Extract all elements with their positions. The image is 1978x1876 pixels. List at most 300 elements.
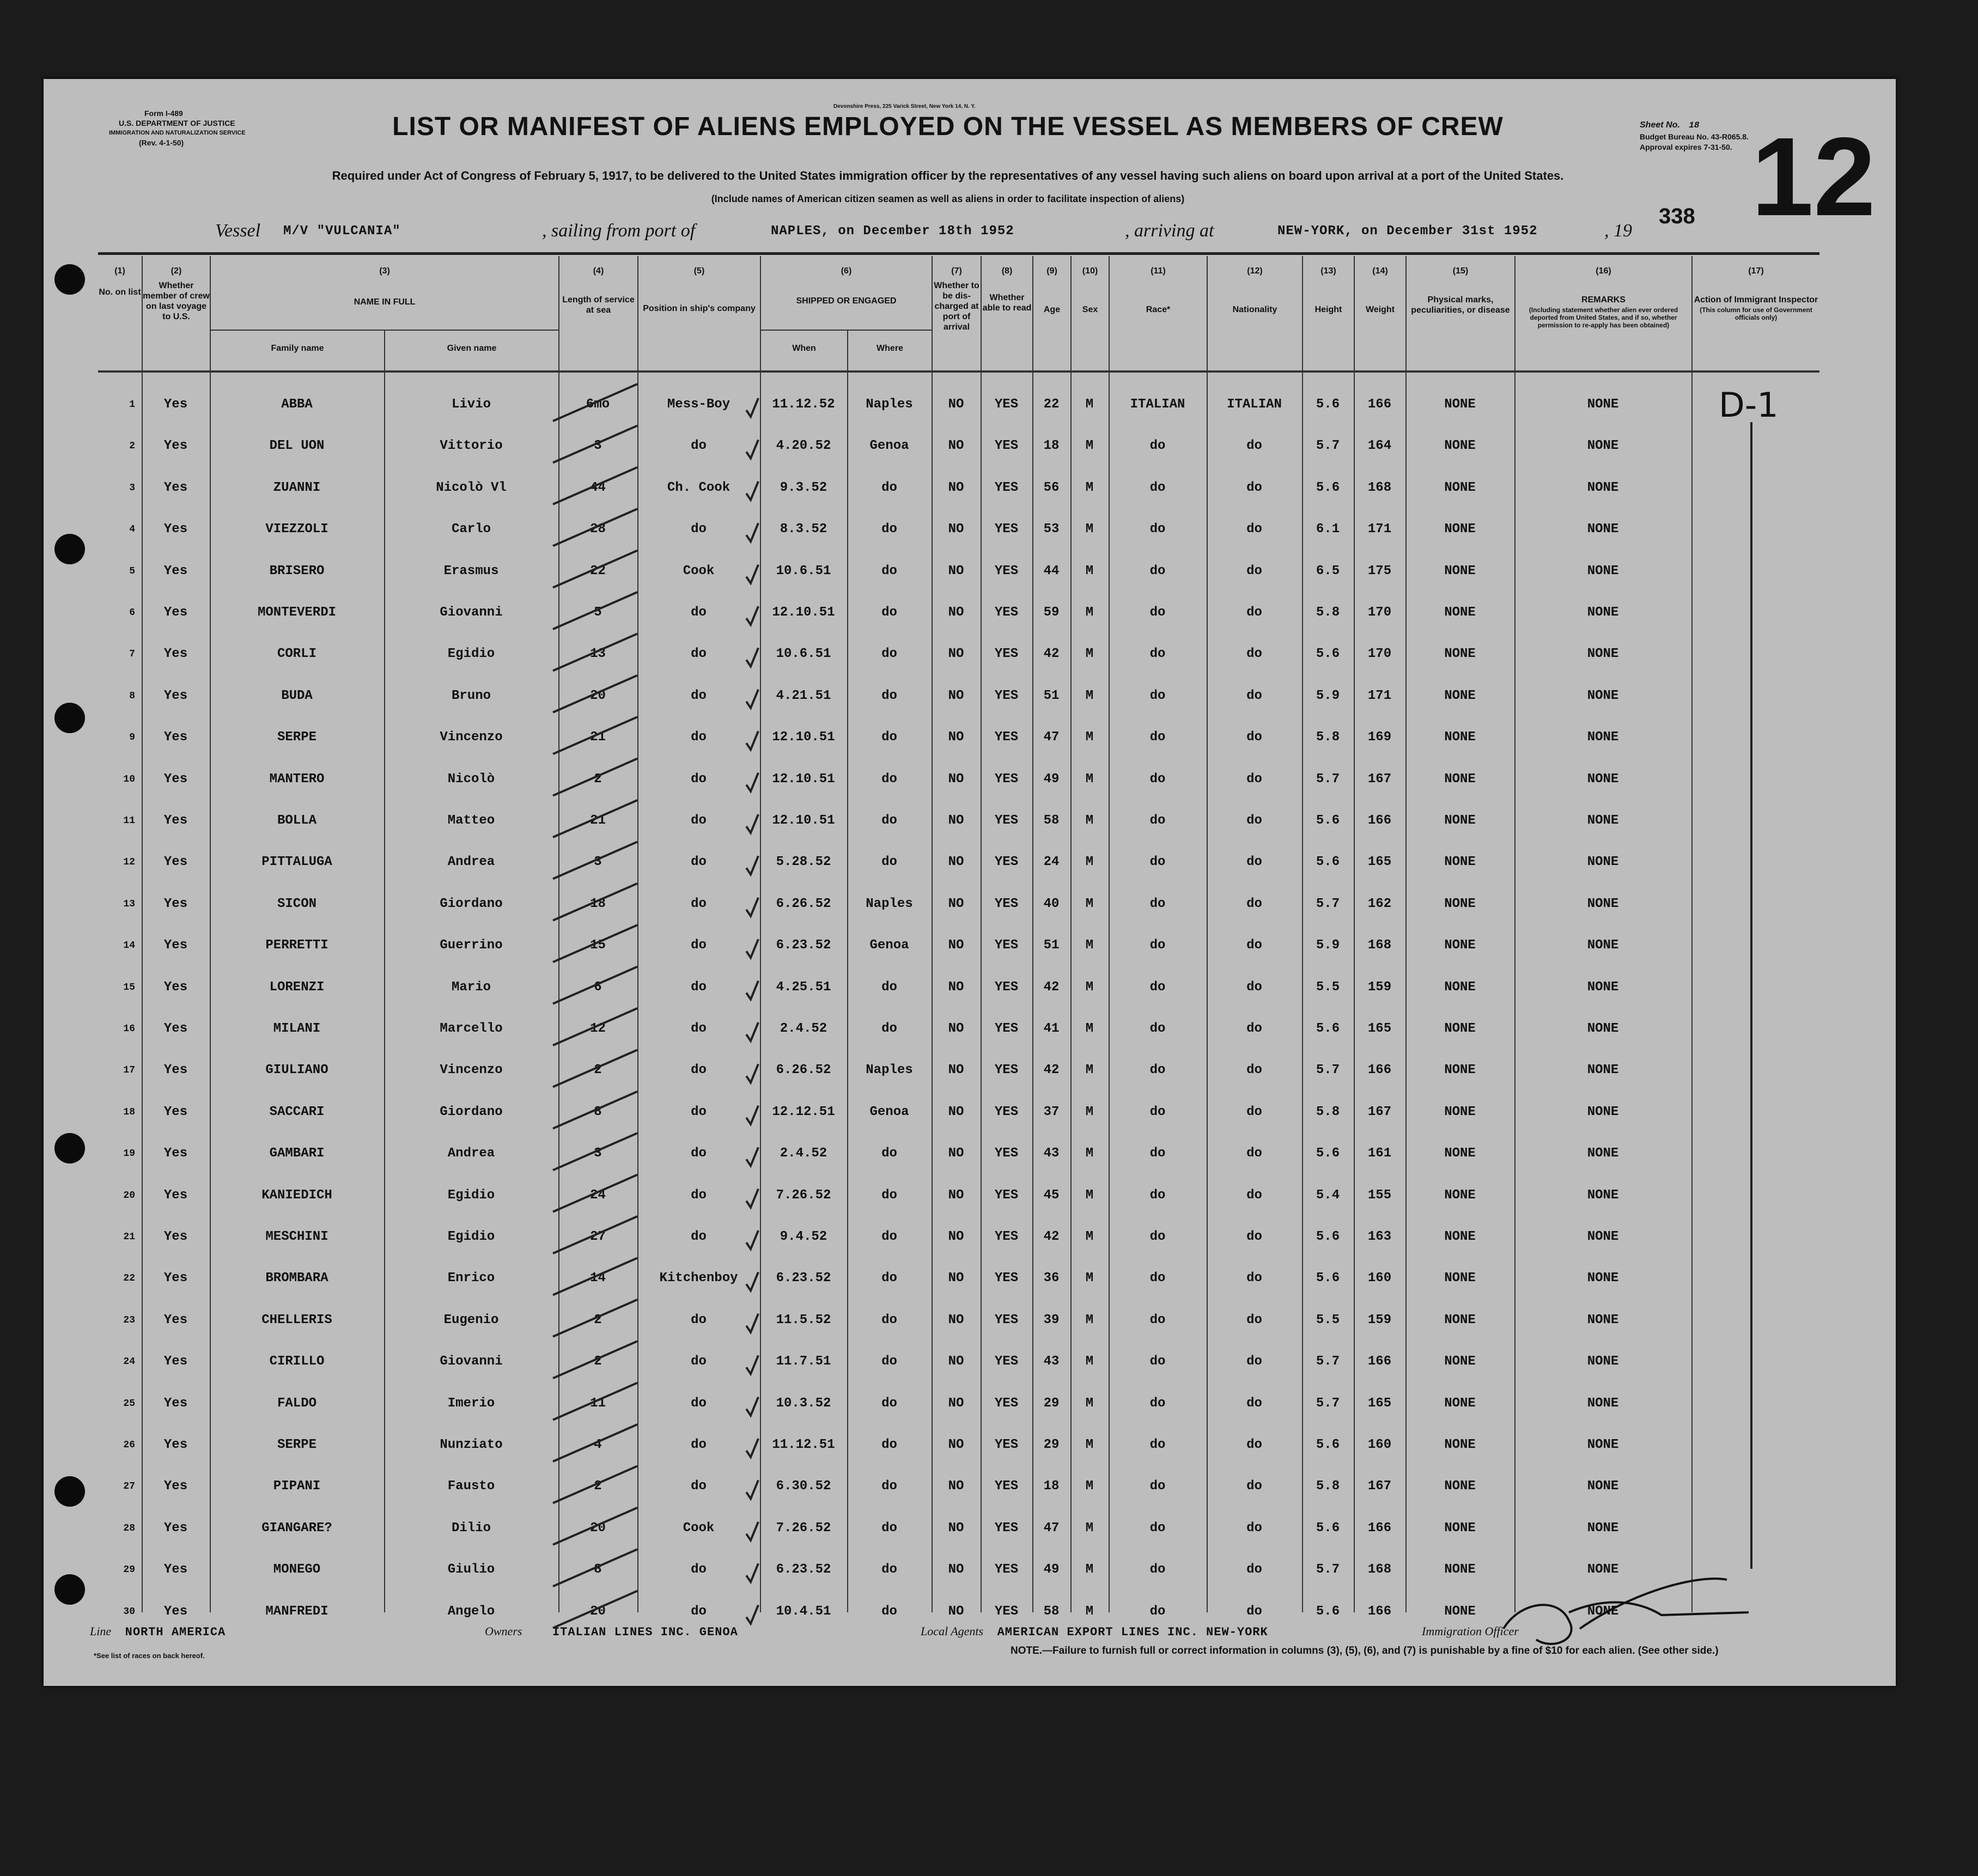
cell-age: 24 [1043,855,1060,870]
cell-able-to-read: YES [994,979,1019,995]
cell-remarks: NONE [1587,1229,1619,1244]
cell-engaged-when: 6.23.52 [776,1562,831,1577]
cell-weight: 175 [1367,563,1392,578]
cell-sex: M [1085,1271,1094,1286]
cell-service-length: 2 [594,1354,602,1369]
cell-physical-marks: NONE [1444,1604,1476,1619]
cell-height: 5.6 [1316,397,1340,412]
cell-discharged: NO [948,1146,964,1161]
where-header: Where [877,344,903,353]
cell-engaged-where: do [881,1520,897,1536]
cell-remarks: NONE [1587,813,1619,828]
cell-position: do [691,522,707,537]
arriving-label: , arriving at [1125,221,1214,241]
cell-remarks: NONE [1587,688,1619,703]
cell-family-name: MONTEVERDI [257,605,337,620]
cell-weight: 164 [1367,438,1392,454]
cell-race: do [1149,730,1166,745]
cell-able-to-read: YES [994,1187,1019,1203]
cell-engaged-where: do [881,1396,897,1411]
cell-sex: M [1085,1520,1094,1536]
tick-mark [746,981,758,1000]
cell-nationality: do [1246,938,1262,953]
cell-row-number: 30 [123,1606,135,1617]
cell-prev-voyage: Yes [163,1562,188,1577]
cell-race: do [1149,1146,1166,1161]
cell-age: 51 [1043,688,1060,703]
cell-race: do [1149,563,1166,578]
cell-remarks: NONE [1587,771,1619,787]
cell-prev-voyage: Yes [163,605,188,620]
cell-prev-voyage: Yes [163,522,188,537]
cell-able-to-read: YES [994,1396,1019,1411]
cell-family-name: MANFREDI [265,1604,328,1619]
cell-row-number: 13 [123,898,135,910]
cell-row-number: 12 [123,857,135,868]
cell-service-length: 2 [594,1063,602,1078]
cell-nationality: do [1246,605,1262,620]
cell-prev-voyage: Yes [163,1021,188,1036]
cell-prev-voyage: Yes [163,1479,188,1494]
cell-row-number: 23 [123,1314,135,1326]
cell-row-number: 2 [129,441,135,452]
cell-sex: M [1085,563,1094,578]
cell-physical-marks: NONE [1444,1312,1476,1327]
cell-given-name: Vittorio [440,438,503,454]
cell-height: 5.7 [1316,771,1340,787]
cell-remarks: NONE [1587,1438,1619,1452]
cell-given-name: Vincenzo [440,730,503,745]
cell-given-name: Matteo [447,813,495,828]
col-2-header: (2) Whether member of crew on last voyage to U.S. [143,266,210,321]
cell-age: 37 [1043,1104,1060,1119]
cell-height: 5.7 [1316,438,1340,454]
cell-able-to-read: YES [994,688,1019,703]
cell-sex: M [1085,605,1094,620]
cell-age: 44 [1043,563,1060,578]
check-stroke [553,592,637,629]
cell-service-length: 24 [590,1187,606,1203]
cell-service-length: 8 [594,1104,602,1119]
cell-given-name: Imerio [447,1396,495,1411]
cell-service-length: 14 [590,1271,606,1286]
col-8-header: (8) Whether able to read [982,266,1032,313]
cell-family-name: GIULIANO [265,1063,328,1078]
cell-nationality: do [1246,1438,1262,1452]
cell-position: do [691,1479,707,1494]
cell-engaged-when: 10.3.52 [776,1396,831,1411]
cell-service-length: 5 [594,605,602,620]
cell-sex: M [1085,1562,1094,1577]
cell-age: 51 [1043,938,1060,953]
cell-race: do [1149,1021,1166,1036]
cell-able-to-read: YES [994,1604,1019,1619]
cell-discharged: NO [948,522,964,537]
cell-age: 22 [1043,397,1060,412]
sheet-no-value: 18 [1689,120,1700,130]
cell-nationality: do [1246,979,1262,995]
cell-row-number: 11 [123,815,135,826]
cell-given-name: Andrea [447,855,495,870]
cell-nationality: do [1246,1063,1262,1078]
cell-position: Cook [683,1520,715,1536]
cell-family-name: MILANI [273,1021,321,1036]
cell-age: 18 [1043,438,1060,454]
cell-physical-marks: NONE [1444,1187,1476,1203]
cell-service-length: 20 [590,688,606,703]
check-stroke [553,425,637,462]
cell-family-name: BRISERO [269,563,325,578]
cell-able-to-read: YES [994,1146,1019,1161]
col-3-header: (3) NAME IN FULL [354,266,416,307]
cell-sex: M [1085,896,1094,911]
cell-nationality: do [1246,813,1262,828]
cell-position: do [691,1104,707,1119]
col-17-header: (17) Action of Immigrant Inspector (This column for use of Government officials only) [1694,266,1818,321]
cell-engaged-when: 11.12.51 [772,1438,835,1452]
cell-height: 5.4 [1316,1187,1340,1203]
cell-weight: 166 [1367,1520,1392,1536]
cell-service-length: 2 [594,1479,602,1494]
check-stroke [553,1258,637,1295]
cell-engaged-when: 9.3.52 [780,480,827,495]
cell-remarks: NONE [1587,522,1619,537]
cell-discharged: NO [948,1354,964,1369]
cell-engaged-where: Genoa [869,1104,909,1119]
cell-height: 5.7 [1316,1063,1340,1078]
cell-race: do [1149,480,1166,495]
cell-weight: 170 [1367,605,1392,620]
cell-able-to-read: YES [994,813,1019,828]
cell-prev-voyage: Yes [163,979,188,995]
cell-race: do [1149,771,1166,787]
cell-able-to-read: YES [994,1021,1019,1036]
cell-nationality: do [1246,730,1262,745]
cell-position: do [691,1396,707,1411]
cell-race: do [1149,1229,1166,1244]
col-11-header: (11) Race* [1146,266,1171,314]
cell-row-number: 16 [123,1024,135,1034]
cell-service-length: 3 [594,855,602,870]
cell-family-name: SACCARI [269,1104,325,1119]
cell-prev-voyage: Yes [163,1354,188,1369]
cell-physical-marks: NONE [1444,438,1476,454]
cell-engaged-where: do [881,688,897,703]
cell-family-name: PERRETTI [265,938,328,953]
cell-height: 6.1 [1316,522,1340,537]
tick-mark [746,398,758,417]
cell-race: do [1149,647,1166,662]
cell-position: do [691,855,707,870]
cell-given-name: Enrico [447,1271,495,1286]
cell-discharged: NO [948,605,964,620]
cell-position: do [691,730,707,745]
cell-height: 5.8 [1316,1104,1340,1119]
cell-row-number: 4 [129,524,135,535]
cell-age: 49 [1043,771,1060,787]
cell-sex: M [1085,1063,1094,1078]
cell-height: 5.6 [1316,1021,1340,1036]
tick-mark [746,1272,758,1290]
check-stroke [553,967,637,1004]
tick-mark [746,1314,758,1332]
cell-family-name: FALDO [277,1396,317,1411]
cell-family-name: VIEZZOLI [265,522,328,537]
cell-discharged: NO [948,1479,964,1494]
cell-able-to-read: YES [994,896,1019,911]
cell-remarks: NONE [1587,1354,1619,1369]
cell-height: 5.6 [1316,813,1340,828]
cell-prev-voyage: Yes [163,1104,188,1119]
cell-weight: 160 [1367,1271,1392,1286]
cell-height: 5.6 [1316,647,1340,662]
cell-discharged: NO [948,896,964,911]
cell-engaged-when: 12.10.51 [772,605,835,620]
cell-age: 29 [1043,1438,1060,1452]
subtitle: Required under Act of Congress of February 5, 1917, to be delivered to the United States immigration officer by the representatives of any vessel having such aliens on board upon arrival at a port of the United States. [332,169,1564,182]
cell-row-number: 9 [129,732,135,744]
check-stroke [553,717,637,754]
check-stroke [553,759,637,796]
cell-race: do [1149,522,1166,537]
cell-discharged: NO [948,647,964,662]
cell-race: do [1149,1354,1166,1369]
cell-age: 29 [1043,1396,1060,1411]
cell-position: do [691,1021,707,1036]
cell-nationality: do [1246,771,1262,787]
cell-weight: 166 [1367,813,1392,828]
cell-physical-marks: NONE [1444,1520,1476,1536]
cell-given-name: Egidio [447,1229,495,1244]
cell-height: 5.6 [1316,1146,1340,1161]
cell-age: 42 [1043,1063,1060,1078]
tick-mark [746,690,758,708]
cell-prev-voyage: Yes [163,813,188,828]
tick-mark [746,565,758,583]
form-number: Form I-489 [144,109,183,118]
cell-position: Kitchenboy [659,1271,738,1286]
cell-weight: 168 [1367,1562,1392,1577]
cell-nationality: do [1246,1562,1262,1577]
cell-engaged-where: do [881,1187,897,1203]
footer-officer [1422,1624,1519,1639]
tick-mark [746,939,758,958]
cell-family-name: GIANGARE? [261,1520,332,1536]
cell-discharged: NO [948,1312,964,1327]
cell-age: 41 [1043,1021,1060,1036]
cell-engaged-when: 6.26.52 [776,896,831,911]
tick-mark [746,440,758,458]
tick-mark [746,1563,758,1582]
cell-physical-marks: NONE [1444,1562,1476,1577]
cell-nationality: do [1246,647,1262,662]
cell-weight: 160 [1367,1438,1392,1452]
cell-engaged-when: 10.4.51 [776,1604,831,1619]
cell-service-length: 18 [590,896,606,911]
cell-remarks: NONE [1587,855,1619,870]
department: U.S. DEPARTMENT OF JUSTICE [119,119,235,127]
cell-physical-marks: NONE [1444,813,1476,828]
cell-able-to-read: YES [994,730,1019,745]
col-5-header: (5) Position in ship's company [643,266,756,313]
sheet-no-label: Sheet No. [1640,120,1680,130]
cell-race: do [1149,1562,1166,1577]
cell-able-to-read: YES [994,522,1019,537]
cell-discharged: NO [948,1063,964,1078]
cell-sex: M [1085,397,1094,412]
cell-discharged: NO [948,1438,964,1452]
cell-engaged-when: 9.4.52 [780,1229,827,1244]
cell-discharged: NO [948,1396,964,1411]
cell-remarks: NONE [1587,1187,1619,1203]
cell-position: do [691,688,707,703]
cell-sex: M [1085,438,1094,454]
cell-row-number: 8 [129,690,135,702]
cell-sex: M [1085,938,1094,953]
cell-engaged-where: do [881,1146,897,1161]
cell-weight: 162 [1367,896,1392,911]
cell-position: do [691,1146,707,1161]
cell-service-length: 12 [590,1021,606,1036]
cell-row-number: 20 [123,1190,135,1201]
cell-physical-marks: NONE [1444,605,1476,620]
cell-able-to-read: YES [994,1479,1019,1494]
cell-row-number: 14 [123,940,135,952]
cell-weight: 166 [1367,397,1392,412]
cell-family-name: BUDA [281,688,313,703]
cell-physical-marks: NONE [1444,563,1476,578]
cell-prev-voyage: Yes [163,1146,188,1161]
cell-physical-marks: NONE [1444,896,1476,911]
check-stroke [553,1341,637,1378]
cell-nationality: do [1246,1271,1262,1286]
tick-mark [746,1106,758,1124]
cell-sex: M [1085,1438,1094,1452]
cell-engaged-where: do [881,813,897,828]
cell-physical-marks: NONE [1444,979,1476,995]
cell-service-length: 21 [590,813,606,828]
tick-mark [746,1022,758,1041]
cell-position: do [691,1438,707,1452]
cell-service-length: 6 [594,979,602,995]
cell-nationality: ITALIAN [1227,397,1282,412]
col-6-header: (6) SHIPPED OR ENGAGED [796,266,897,306]
cell-weight: 166 [1367,1354,1392,1369]
cell-service-length: 3 [594,1146,602,1161]
cell-discharged: NO [948,813,964,828]
cell-engaged-where: do [881,1354,897,1369]
cell-family-name: PITTALUGA [261,855,332,870]
cell-able-to-read: YES [994,397,1019,412]
cell-service-length: 22 [590,563,606,578]
cell-weight: 168 [1367,938,1392,953]
cell-race: ITALIAN [1130,397,1185,412]
cell-discharged: NO [948,1271,964,1286]
owners-label: Owners [485,1624,522,1638]
cell-height: 5.8 [1316,605,1340,620]
cell-nationality: do [1246,855,1262,870]
cell-nationality: do [1246,1604,1262,1619]
cell-able-to-read: YES [994,1104,1019,1119]
cell-engaged-where: do [881,1438,897,1452]
cell-height: 5.6 [1316,1520,1340,1536]
service: IMMIGRATION AND NATURALIZATION SERVICE [109,130,246,136]
cell-engaged-when: 2.4.52 [780,1146,827,1161]
cell-remarks: NONE [1587,647,1619,662]
cell-row-number: 15 [123,982,135,993]
cell-row-number: 3 [129,482,135,494]
cell-age: 42 [1043,1229,1060,1244]
printer-imprint: Devonshire Press, 225 Varick Street, New York 14, N. Y. [833,103,976,109]
cell-age: 58 [1043,1604,1060,1619]
cell-service-length: 13 [590,647,606,662]
footer-owners [485,1624,738,1639]
cell-given-name: Livio [451,397,491,412]
cell-age: 36 [1043,1271,1060,1286]
cell-able-to-read: YES [994,1520,1019,1536]
cell-row-number: 19 [123,1148,135,1160]
cell-weight: 167 [1367,1104,1392,1119]
cell-position: do [691,771,707,787]
cell-age: 42 [1043,647,1060,662]
cell-nationality: do [1246,1104,1262,1119]
check-stroke [553,1508,637,1545]
cell-engaged-where: do [881,1229,897,1244]
cell-engaged-where: do [881,1271,897,1286]
cell-given-name: Guerrino [440,938,503,953]
cell-age: 45 [1043,1187,1060,1203]
tick-mark [746,1064,758,1082]
cell-discharged: NO [948,438,964,454]
cell-engaged-when: 4.25.51 [776,979,831,995]
cell-weight: 170 [1367,647,1392,662]
cell-height: 5.7 [1316,1396,1340,1411]
cell-engaged-when: 4.20.52 [776,438,831,454]
cell-height: 5.6 [1316,1604,1340,1619]
cell-row-number: 29 [123,1564,135,1576]
cell-service-length: 27 [590,1229,606,1244]
cell-row-number: 10 [123,773,135,785]
cell-discharged: NO [948,730,964,745]
cell-engaged-when: 5.28.52 [776,855,831,870]
agents-label: Local Agents [921,1624,984,1638]
cell-sex: M [1085,1354,1094,1369]
cell-engaged-when: 7.26.52 [776,1520,831,1536]
cell-nationality: do [1246,480,1262,495]
cell-nationality: do [1246,1229,1262,1244]
cell-sex: M [1085,1396,1094,1411]
budget-bureau: Budget Bureau No. 43-R065.8. [1640,132,1749,141]
cell-nationality: do [1246,688,1262,703]
check-stroke [553,1133,637,1170]
cell-prev-voyage: Yes [163,1063,188,1078]
cell-sex: M [1085,1479,1094,1494]
cell-physical-marks: NONE [1444,1021,1476,1036]
check-stroke [553,509,637,546]
race-footnote: *See list of races on back hereof. [94,1652,205,1660]
cell-sex: M [1085,1187,1094,1203]
cell-engaged-when: 6.23.52 [776,1271,831,1286]
check-stroke [553,551,637,588]
cell-given-name: Carlo [451,522,491,537]
cell-family-name: DEL UON [269,438,325,454]
tick-mark [746,1147,758,1166]
cell-service-length: 6mo [586,397,610,412]
cell-engaged-when: 11.12.52 [772,397,835,412]
cell-race: do [1149,855,1166,870]
cell-height: 5.6 [1316,1229,1340,1244]
cell-race: do [1149,605,1166,620]
